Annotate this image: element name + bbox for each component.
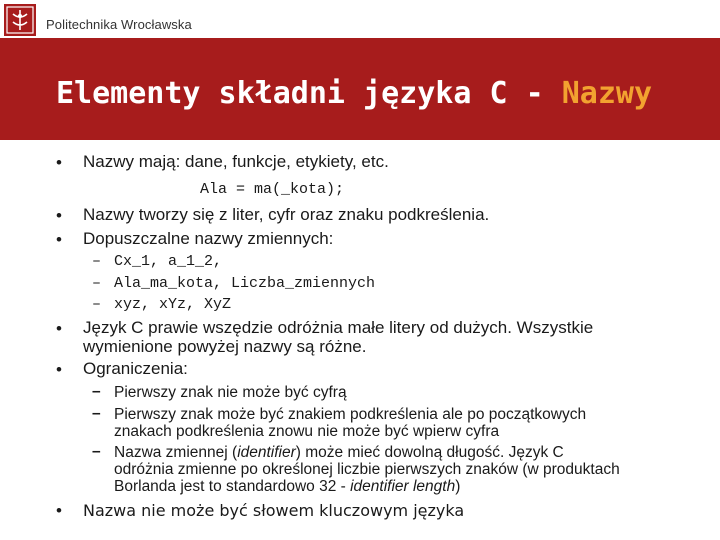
- bullet-5-text: Ograniczenia:: [83, 359, 188, 378]
- sub-dash: –: [92, 275, 102, 292]
- bullet-1-marker: •: [56, 153, 62, 172]
- sub-dash: –: [92, 405, 101, 422]
- header-bar: [0, 0, 720, 38]
- restriction-3-line3-a: Borlanda jest to standardowo 32 -: [114, 478, 351, 495]
- bullet-5-marker: •: [56, 360, 62, 379]
- restriction-3-line3-c: ): [455, 478, 461, 495]
- bullet-1-text: Nazwy mają: dane, funkcje, etykiety, etc.: [83, 152, 389, 171]
- bullet-4-marker: •: [56, 319, 62, 338]
- restriction-1: Pierwszy znak nie może być cyfrą: [114, 384, 347, 401]
- university-logo: [4, 4, 36, 36]
- slide-title: [56, 76, 652, 111]
- restriction-2-line1: Pierwszy znak może być znakiem podkreślenia ale po początkowych: [114, 406, 587, 423]
- university-logo-emblem: [4, 4, 36, 36]
- bullet-2-text: Nazwy tworzy się z liter, cyfr oraz znaku podkreślenia.: [83, 205, 490, 224]
- slide-title-main: Elementy składni języka C -: [56, 76, 562, 111]
- restriction-3-line1: [114, 444, 564, 461]
- restriction-3-line1-italic: identifier: [237, 444, 296, 461]
- restriction-3-line1-c: ) może mieć dowolną długość. Język C: [295, 444, 564, 461]
- restriction-3-line3: [114, 478, 460, 495]
- slide-content: [0, 140, 720, 540]
- slide-title-accent: Nazwy: [561, 76, 653, 111]
- restriction-3-line3-italic: identifier length: [350, 478, 456, 495]
- sub-dash: –: [92, 443, 101, 460]
- code-example: Ala = ma(_kota);: [200, 181, 345, 198]
- sub-dash: –: [92, 383, 101, 400]
- valid-names-2: Ala_ma_kota, Liczba_zmiennych: [114, 275, 376, 292]
- sub-dash: –: [92, 253, 102, 270]
- sub-dash: –: [92, 296, 102, 313]
- bullet-4-text-line2: wymienione powyżej nazwy są różne.: [83, 337, 367, 356]
- restriction-2-line2: znakach podkreślenia znowu nie może być wpierw cyfra: [114, 423, 500, 440]
- valid-names-1: Cx_1, a_1_2,: [114, 253, 223, 270]
- restriction-3-line2: odróżnia zmienne po określonej liczbie pierwszych znaków (w produktach: [114, 461, 620, 478]
- valid-names-3: xyz, xYz, XyZ: [114, 296, 232, 313]
- bullet-3-marker: •: [56, 230, 62, 249]
- bullet-6-text: Nazwa nie może być słowem kluczowym języka: [83, 501, 465, 520]
- bullet-4-text-line1: Język C prawie wszędzie odróżnia małe litery od dużych. Wszystkie: [83, 318, 594, 337]
- bullet-6-marker: •: [56, 501, 62, 520]
- bullet-3-text: Dopuszczalne nazwy zmiennych:: [83, 229, 334, 248]
- university-name: Politechnika Wrocławska: [46, 17, 192, 32]
- bullet-2-marker: •: [56, 206, 62, 225]
- restriction-3-line1-a: Nazwa zmiennej (: [114, 444, 238, 461]
